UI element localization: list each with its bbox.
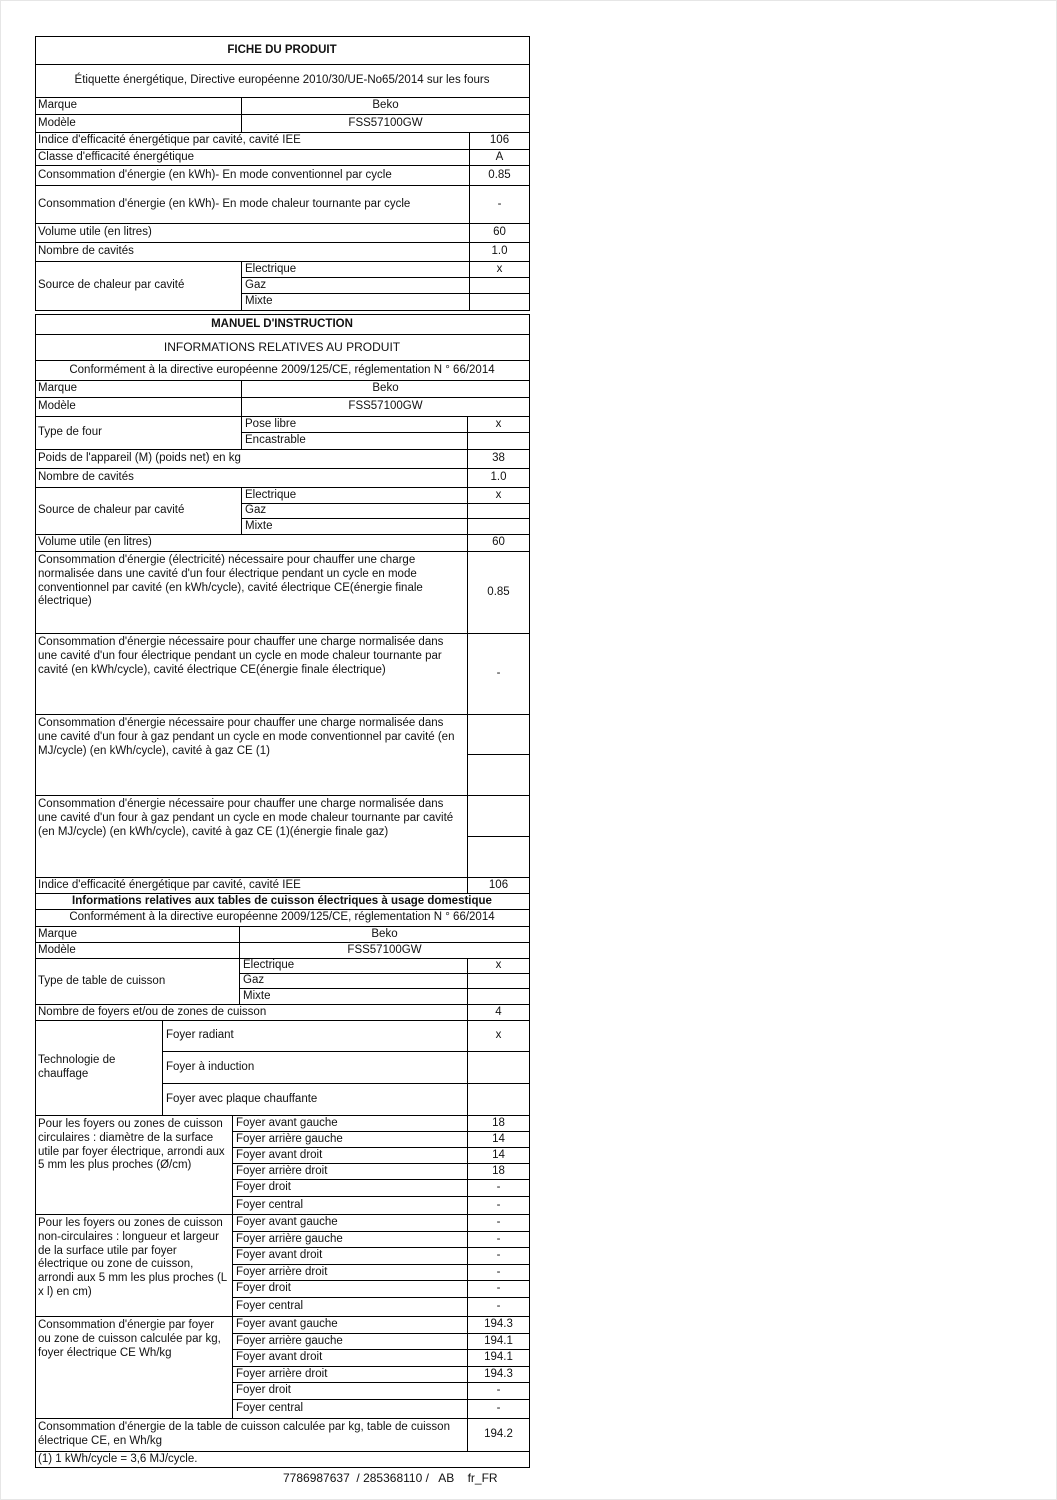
value: 38 [492, 452, 505, 465]
option-value: x [495, 488, 502, 501]
tables-title: Informations relatives aux tables de cuisson électriques à usage domestique [72, 894, 492, 907]
fiche-volume-row [35, 224, 529, 243]
label: Indice d'efficacité énergétique par cavité, cavité IEE [35, 878, 468, 893]
option-value [468, 989, 529, 1004]
zone-label: Foyer avant droit [233, 1350, 468, 1366]
options [242, 488, 529, 534]
label: Poids de l'appareil (M) (poids net) en kg [35, 450, 468, 468]
value: 106 [489, 134, 510, 147]
value: FSS57100GW [348, 400, 423, 413]
option-label: Mixte [242, 519, 468, 534]
value-cell-kwh [468, 837, 529, 877]
option-label: Mixte [242, 294, 470, 310]
zone-value: 14 [492, 1148, 505, 1161]
value: 1.0 [491, 245, 508, 258]
zone-label: Foyer avant droit [233, 1148, 468, 1163]
option-label: Encastrable [242, 433, 468, 449]
zone-value: 18 [492, 1164, 505, 1177]
manuel-ce-elec-chaleur-row [35, 634, 529, 715]
label: Nombre de cavités [35, 469, 468, 487]
label: Source de chaleur par cavité [35, 262, 242, 310]
option-label: Foyer à induction [163, 1052, 468, 1083]
zone-value: - [496, 1300, 501, 1313]
value: Beko [371, 927, 398, 940]
manuel-volume-row [35, 535, 529, 552]
fiche-conso-conv-row [35, 166, 529, 186]
label: Marque [35, 927, 240, 942]
tables-marque-row [35, 927, 529, 943]
manuel-source-row [35, 488, 529, 535]
zone-label: Foyer droit [233, 1180, 468, 1196]
zone-value: - [496, 1181, 501, 1194]
fiche-cavites-row [35, 243, 529, 262]
value: 60 [493, 226, 506, 239]
label: Volume utile (en litres) [35, 224, 470, 242]
manuel-poids-row [35, 450, 529, 469]
zone-value: - [496, 1198, 501, 1211]
footnote: (1) 1 kWh/cycle = 3,6 MJ/cycle. [38, 1452, 198, 1465]
value: Beko [372, 99, 399, 112]
value: 0.85 [487, 585, 510, 598]
tables-conformity: Conformément à la directive européenne 2009/125/CE, réglementation N ° 66/2014 [69, 911, 495, 924]
value: A [495, 150, 504, 163]
fiche-title-row [35, 37, 529, 65]
zone-label: Foyer droit [233, 1281, 468, 1297]
tables-foyers-row [35, 1005, 529, 1021]
zone-value: 194.1 [484, 1351, 513, 1364]
zone-label: Foyer avant droit [233, 1248, 468, 1264]
option-label: Gaz [242, 278, 470, 293]
manuel-modele-row [35, 398, 529, 417]
option-value [468, 1052, 529, 1083]
zone-label: Foyer central [233, 1400, 468, 1418]
option-label: Foyer avec plaque chauffante [163, 1084, 468, 1115]
zone-list [233, 1215, 529, 1316]
label: Consommation d'énergie nécessaire pour chauffer une charge normalisée dans une cavité d'un four à gaz pendant un cycle en mode chaleur tournante par cavité (en MJ/cycle) (en kWh/cycle), cavité à gaz CE (1)(énergie finale gaz) [35, 796, 468, 877]
zone-list [233, 1317, 529, 1418]
zone-label: Foyer arrière gauche [233, 1334, 468, 1349]
options [163, 1021, 529, 1115]
tables-total-row [35, 1419, 529, 1452]
option-value: x [496, 262, 503, 275]
tables-techno-row [35, 1021, 529, 1116]
zone-label: Foyer central [233, 1197, 468, 1214]
option-label: Gaz [240, 974, 468, 988]
tables-noncirc-section [35, 1215, 529, 1317]
manuel-conformity: Conformément à la directive européenne 2009/125/CE, réglementation N ° 66/2014 [69, 363, 495, 376]
value: 60 [492, 536, 505, 549]
label: Consommation d'énergie (électricité) nécessaire pour chauffer une charge normalisée dans une cavité d'un four électrique pendant un cycle en mode conventionnel par cavité (en kWh/cycle), cavité électrique CE(énergie finale électrique) [35, 552, 468, 633]
manuel-iee-row [35, 878, 529, 894]
manuel-type-row [35, 417, 529, 450]
tables-circ-section [35, 1116, 529, 1215]
zone-label: Foyer arrière droit [233, 1164, 468, 1179]
label: Modèle [35, 115, 242, 132]
manuel-ce-gaz-chaleur-row [35, 796, 529, 878]
option-value [468, 1084, 529, 1115]
option-label: Electrique [242, 262, 470, 277]
label: Modèle [35, 943, 240, 958]
label: Marque [35, 98, 242, 114]
manuel-title: MANUEL D'INSTRUCTION [211, 317, 353, 330]
zone-value: 14 [492, 1132, 505, 1145]
value: 194.2 [484, 1428, 513, 1441]
tables-modele-row [35, 943, 529, 959]
fiche-subtitle: Étiquette énergétique, Directive européenne 2010/30/UE-No65/2014 sur les fours [74, 74, 490, 87]
label: Type de table de cuisson [35, 959, 240, 1004]
label: Pour les foyers ou zones de cuisson circulaires : diamètre de la surface utile par foyer électrique, arrondi aux 5 mm les plus proches (Ø/cm) [35, 1116, 233, 1214]
zone-label: Foyer arrière gauche [233, 1232, 468, 1247]
label: Modèle [35, 398, 242, 416]
options [242, 417, 529, 449]
zone-list [233, 1116, 529, 1214]
zone-label: Foyer arrière gauche [233, 1132, 468, 1147]
value-cell-mj [468, 715, 529, 755]
value: - [497, 197, 502, 210]
value-cells [468, 715, 529, 795]
options [240, 959, 529, 1004]
label: Consommation d'énergie par foyer ou zone de cuisson calculée par kg, foyer électrique CE Wh/kg [35, 1317, 233, 1418]
label: Source de chaleur par cavité [35, 488, 242, 534]
value-cell-kwh [468, 755, 529, 795]
option-label: Foyer radiant [163, 1021, 468, 1051]
fiche-modele-row [35, 115, 529, 133]
option-value [468, 519, 529, 534]
value: Beko [372, 382, 399, 395]
label: Consommation d'énergie nécessaire pour chauffer une charge normalisée dans une cavité d'un four électrique pendant un cycle en mode chaleur tournante par cavité (en kWh/cycle), cavité électrique CE(énergie finale électrique) [35, 634, 468, 714]
label: Classe d'efficacité énergétique [35, 150, 470, 165]
zone-value: - [496, 1232, 501, 1245]
option-label: Mixte [240, 989, 468, 1004]
zone-value: - [496, 1216, 501, 1229]
fiche-marque-row [35, 98, 529, 115]
manuel-title-row [35, 315, 529, 335]
tables-conso-section [35, 1317, 529, 1419]
zone-label: Foyer arrière droit [233, 1265, 468, 1280]
fiche-classe-row [35, 150, 529, 166]
zone-value: 194.1 [484, 1334, 513, 1347]
options [242, 262, 529, 310]
value: 4 [495, 1005, 502, 1018]
label: Nombre de cavités [35, 243, 470, 261]
document-reference: 7786987637 / 285368110 / AB fr_FR [283, 1471, 498, 1485]
zone-value: 194.3 [484, 1318, 513, 1331]
option-value: x [495, 959, 502, 972]
zone-label: Foyer arrière droit [233, 1367, 468, 1382]
option-value: x [495, 417, 502, 430]
label: Volume utile (en litres) [35, 535, 468, 551]
tables-title-row [35, 894, 529, 910]
option-label: Pose libre [242, 417, 468, 432]
manuel-marque-row [35, 381, 529, 398]
tables-type-row [35, 959, 529, 1005]
manuel-ce-gaz-conv-row [35, 715, 529, 796]
zone-value: - [496, 1384, 501, 1397]
tables-conformity-row [35, 910, 529, 927]
label: Marque [35, 381, 242, 397]
option-value [470, 294, 529, 310]
value: FSS57100GW [347, 943, 422, 956]
zone-value: - [496, 1249, 501, 1262]
label: Consommation d'énergie de la table de cuisson calculée par kg, table de cuisson électrique CE, en Wh/kg [35, 1419, 468, 1451]
label: Type de four [35, 417, 242, 449]
option-value: x [495, 1029, 502, 1042]
manuel-ce-elec-conv-row [35, 552, 529, 634]
zone-label: Foyer avant gauche [233, 1215, 468, 1231]
value: 1.0 [490, 471, 507, 484]
zone-label: Foyer avant gauche [233, 1317, 468, 1333]
label: Consommation d'énergie (en kWh)- En mode conventionnel par cycle [35, 166, 470, 185]
option-label: Electrique [242, 488, 468, 503]
fiche-conso-chaleur-row [35, 186, 529, 224]
option-value [468, 433, 529, 449]
value: 106 [488, 878, 509, 891]
value: - [496, 667, 501, 680]
fiche-subtitle-row [35, 65, 529, 98]
option-label: Gaz [242, 504, 468, 518]
value: 0.85 [488, 168, 511, 181]
zone-label: Foyer droit [233, 1383, 468, 1399]
manuel-subtitle-row [35, 335, 529, 361]
zone-value: 194.3 [484, 1367, 513, 1380]
fiche-title: FICHE DU PRODUIT [227, 43, 337, 56]
zone-label: Foyer central [233, 1298, 468, 1316]
label: Nombre de foyers et/ou de zones de cuisson [35, 1005, 468, 1020]
option-value [470, 278, 529, 293]
zone-label: Foyer avant gauche [233, 1116, 468, 1131]
manuel-subtitle: INFORMATIONS RELATIVES AU PRODUIT [163, 340, 401, 355]
manuel-conformity-row [35, 361, 529, 381]
label: Consommation d'énergie (en kWh)- En mode chaleur tournante par cycle [35, 186, 470, 223]
label: Consommation d'énergie nécessaire pour chauffer une charge normalisée dans une cavité d'un four à gaz pendant un cycle en mode conventionnel par cavité (en MJ/cycle) (en kWh/cycle), cavité à gaz CE (1) [35, 715, 468, 795]
manuel-cavites-row [35, 469, 529, 488]
zone-value: - [496, 1265, 501, 1278]
zone-value: 18 [492, 1116, 505, 1129]
option-label: Electrique [240, 959, 468, 973]
zone-value: - [496, 1402, 501, 1415]
label: Technologie de chauffage [35, 1021, 163, 1115]
label: Pour les foyers ou zones de cuisson non-circulaires : longueur et largeur de la surface utile par foyer électrique ou zone de cuisson, arrondi aux 5 mm les plus proches (L x l) en cm) [35, 1215, 233, 1316]
option-value [468, 504, 529, 518]
fiche-source-row [35, 262, 529, 310]
label: Indice d'efficacité énergétique par cavité, cavité IEE [35, 133, 470, 149]
value-cell-mj [468, 796, 529, 837]
zone-value: - [496, 1282, 501, 1295]
fiche-iee-row [35, 133, 529, 150]
option-value [468, 974, 529, 988]
value: FSS57100GW [348, 116, 423, 129]
tables-note-row [35, 1452, 529, 1467]
value-cells [468, 796, 529, 877]
